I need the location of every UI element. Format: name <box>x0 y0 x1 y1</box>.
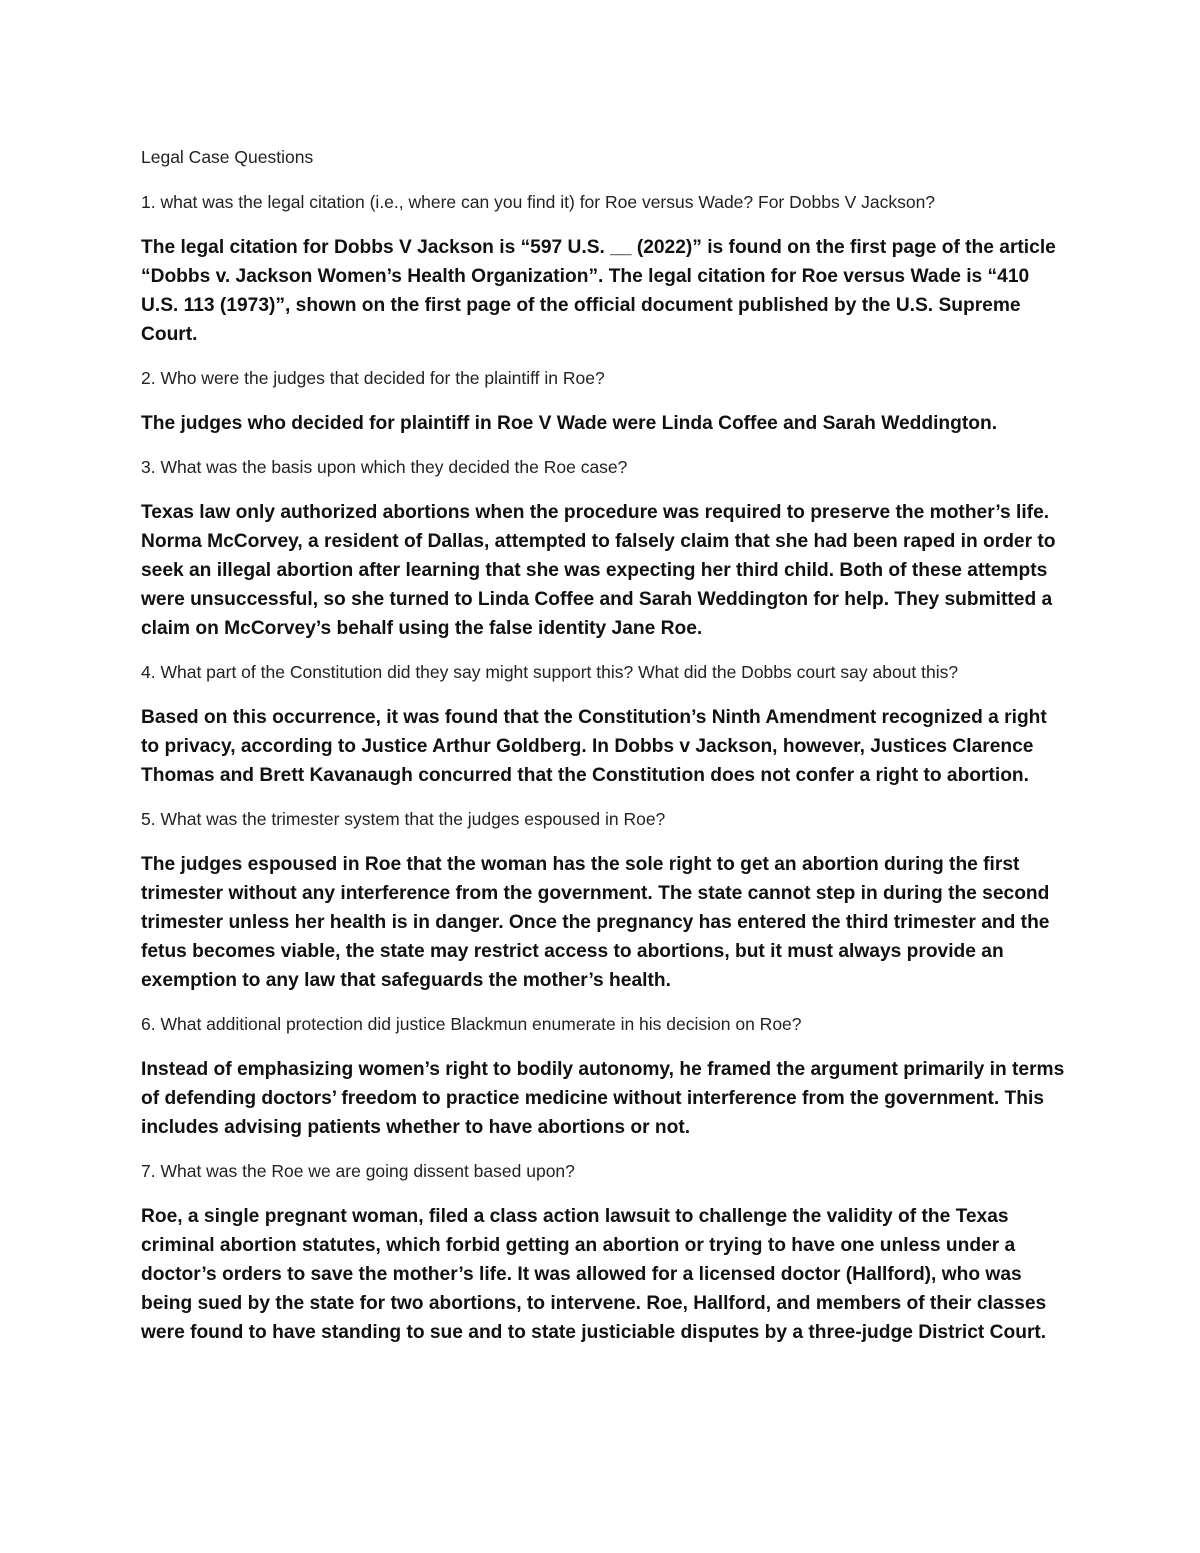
answer-4: Based on this occurrence, it was found that the Constitution’s Ninth Amendment recognized a right to privacy, according to Justice Arthur Goldberg. In Dobbs v Jackson, however, Justices Clarence Thomas and Brett Kavanaugh concurred that the Constitution does not confer a right to abortion. <box>141 707 1047 786</box>
question-3: 3. What was the basis upon which they decided the Roe case? <box>141 457 628 477</box>
answer-1: The legal citation for Dobbs V Jackson is “597 U.S. __ (2022)” is found on the first page of the article “Dobbs v. Jackson Women’s Health Organization”. The legal citation for Roe versus Wade is “410 U.S. 113 (1973)”, shown on the first page of the official document published by the U.S. Supreme Court. <box>141 237 1056 345</box>
question-6: 6. What additional protection did justice Blackmun enumerate in his decision on Roe? <box>141 1014 802 1034</box>
question-2: 2. Who were the judges that decided for the plaintiff in Roe? <box>141 368 605 388</box>
answer-7: Roe, a single pregnant woman, filed a class action lawsuit to challenge the validity of the Texas criminal abortion statutes, which forbid getting an abortion or trying to have one unless under a doctor’s orders to save the mother’s life. It was allowed for a licensed doctor (Hallford), who was being sued by the state for two abortions, to intervene. Roe, Hallford, and members of their classes were found to have standing to sue and to state justiciable disputes by a three-judge District Court. <box>141 1206 1047 1343</box>
question-4: 4. What part of the Constitution did they say might support this? What did the Dobbs court say about this? <box>141 662 959 682</box>
document-title: Legal Case Questions <box>141 147 314 167</box>
answer-5: The judges espoused in Roe that the woman has the sole right to get an abortion during the first trimester without any interference from the government. The state cannot step in during the second trimester unless her health is in danger. Once the pregnancy has entered the third trimester and the fetus becomes viable, the state may restrict access to abortions, but it must always provide an exemption to any law that safeguards the mother’s health. <box>141 854 1050 991</box>
answer-2: The judges who decided for plaintiff in Roe V Wade were Linda Coffee and Sarah Weddington. <box>141 413 998 434</box>
question-7: 7. What was the Roe we are going dissent based upon? <box>141 1161 575 1181</box>
question-5: 5. What was the trimester system that the judges espoused in Roe? <box>141 809 666 829</box>
document-body <box>141 143 1066 1362</box>
answer-3: Texas law only authorized abortions when the procedure was required to preserve the mother’s life. Norma McCorvey, a resident of Dallas, attempted to falsely claim that she had been raped in order to seek an illegal abortion after learning that she was expecting her third child. Both of these attempts were unsuccessful, so she turned to Linda Coffee and Sarah Weddington for help. They submitted a claim on McCorvey’s behalf using the false identity Jane Roe. <box>141 502 1056 639</box>
question-1: 1. what was the legal citation (i.e., where can you find it) for Roe versus Wade? For Dobbs V Jackson? <box>141 192 936 212</box>
answer-6: Instead of emphasizing women’s right to bodily autonomy, he framed the argument primarily in terms of defending doctors’ freedom to practice medicine without interference from the government. This includes advising patients whether to have abortions or not. <box>141 1059 1065 1138</box>
